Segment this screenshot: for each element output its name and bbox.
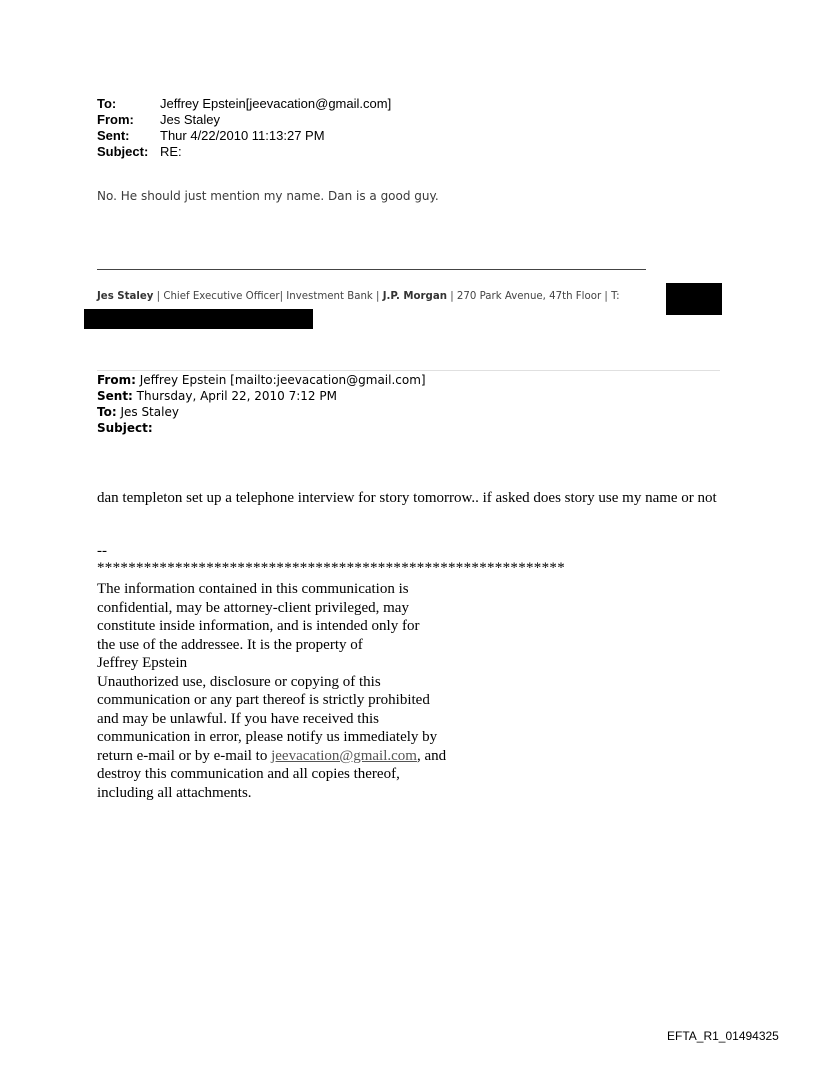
- disclaimer-line: Unauthorized use, disclosure or copying of this: [97, 673, 381, 690]
- from-row: [97, 112, 391, 128]
- sent-row: [97, 128, 391, 144]
- original-body: dan templeton set up a telephone interview for story tomorrow.. if asked does story use my name or not: [97, 490, 717, 506]
- orig-from-row: [97, 372, 426, 388]
- orig-sent-row: [97, 388, 426, 404]
- subject-value: RE:: [160, 144, 182, 159]
- subject-row: [97, 144, 391, 160]
- asterisk-separator: ************************************************************: [97, 560, 565, 576]
- document-id: EFTA_R1_01494325: [667, 1029, 779, 1043]
- orig-to-value: Jes Staley: [116, 405, 179, 419]
- disclaimer-line: including all attachments.: [97, 784, 252, 801]
- signature-name: Jes Staley: [97, 291, 154, 302]
- redaction-box: [666, 283, 722, 315]
- from-label: From:: [97, 112, 134, 127]
- disclaimer-line: and may be unlawful. If you have received this: [97, 710, 379, 727]
- disclaimer-line: communication in error, please notify us immediately by: [97, 729, 438, 745]
- from-value: Jes Staley: [160, 112, 220, 127]
- to-row: [97, 96, 391, 112]
- email-link[interactable]: jeevacation@gmail.com: [271, 747, 417, 764]
- disclaimer-line: confidential, may be attorney-client privileged, may: [97, 599, 409, 616]
- disclaimer-text: return e-mail or by e-mail to: [97, 747, 272, 764]
- disclaimer-line: Jeffrey Epstein: [97, 655, 188, 671]
- subject-label: Subject:: [97, 144, 149, 159]
- to-label: To:: [97, 96, 117, 111]
- signature-divider: [97, 269, 646, 270]
- orig-sent-value: Thursday, April 22, 2010 7:12 PM: [132, 389, 337, 403]
- signature-company: J.P. Morgan: [382, 291, 447, 302]
- disclaimer-line: communication or any part thereof is strictly prohibited: [97, 692, 430, 708]
- signature-dashes: --: [97, 543, 107, 559]
- orig-subject-label: Subject:: [97, 421, 153, 435]
- quoted-divider: [97, 370, 720, 371]
- signature-line: [97, 291, 620, 302]
- disclaimer-line: destroy this communication and all copies thereof,: [97, 766, 400, 782]
- disclaimer-text: , and: [416, 747, 447, 764]
- redaction-box: [84, 309, 313, 329]
- disclaimer-line: constitute inside information, and is intended only for: [97, 618, 420, 634]
- sent-label: Sent:: [97, 128, 130, 143]
- orig-sent-label: Sent:: [97, 389, 133, 403]
- orig-from-value: Jeffrey Epstein [mailto:jeevacation@gmail.com]: [135, 373, 426, 387]
- orig-to-label: To:: [97, 405, 117, 419]
- email-header: [97, 96, 391, 160]
- orig-to-row: [97, 404, 426, 420]
- disclaimer-line: The information contained in this communication is: [97, 581, 409, 597]
- sent-value: Thur 4/22/2010 11:13:27 PM: [160, 128, 325, 143]
- signature-address: | 270 Park Avenue, 47th Floor | T:: [446, 291, 620, 302]
- disclaimer-line: the use of the addressee. It is the property of: [97, 636, 363, 653]
- disclaimer: [97, 580, 446, 802]
- signature-title: | Chief Executive Officer| Investment Bank |: [153, 291, 383, 302]
- original-header: [97, 372, 426, 436]
- disclaimer-line: [97, 747, 446, 766]
- reply-text: No. He should just mention my name. Dan is a good guy.: [97, 189, 439, 203]
- orig-subject-row: [97, 420, 426, 436]
- orig-from-label: From:: [97, 373, 136, 387]
- to-value: Jeffrey Epstein[jeevacation@gmail.com]: [160, 96, 392, 111]
